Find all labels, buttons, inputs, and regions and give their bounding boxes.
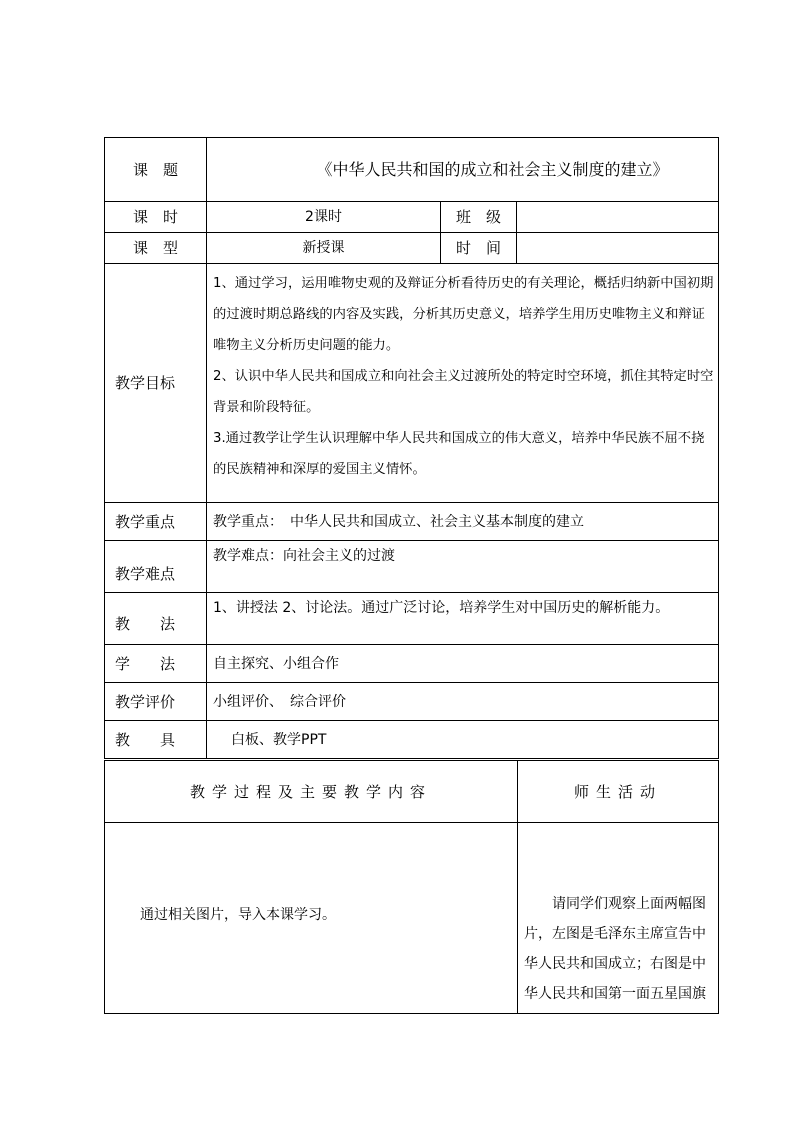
goal-item-1: 1、通过学习，运用唯物史观的及辩证分析看待历史的有关理论，概括归纳新中国初期的过渡时期总路线的内容及实践，分析其历史意义，培养学生用历史唯物主义和辩证唯物主义分析历史问题的能力。 <box>213 276 714 353</box>
goal-item-3: 3.通过教学让学生认识理解中华人民共和国成立的伟大意义，培养中华民族不屈不挠的民族精神和深厚的爱国主义情怀。 <box>213 431 705 477</box>
topic-value: 《中华人民共和国的成立和社会主义制度的建立》 <box>207 138 719 202</box>
eval-value: 小组评价、 综合评价 <box>207 683 719 721</box>
eval-row <box>105 683 719 721</box>
key-row <box>105 503 719 541</box>
type-label: 课 型 <box>105 233 207 264</box>
tools-row <box>105 721 719 759</box>
class-value <box>517 202 719 233</box>
method-value: 1、讲授法 2、讨论法。通过广泛讨论，培养学生对中国历史的解析能力。 <box>207 593 719 645</box>
class-label: 班 级 <box>441 202 517 233</box>
difficult-value: 教学难点：向社会主义的过渡 <box>207 541 719 593</box>
method-label: 教 法 <box>105 593 207 645</box>
process-activity-cell <box>518 823 719 1014</box>
process-intro-cell <box>105 823 518 1014</box>
goal-item-2: 2、认识中华人民共和国成立和向社会主义过渡所处的特定时空环境，抓住其特定时空背景和阶段特征。 <box>213 369 714 415</box>
learn-value: 自主探究、小组合作 <box>207 645 719 683</box>
method-row <box>105 593 719 645</box>
time-label: 时 间 <box>441 233 517 264</box>
process-table <box>104 760 719 1014</box>
process-body-row <box>105 823 719 1014</box>
topic-label: 课 题 <box>105 138 207 202</box>
tools-label: 教 具 <box>105 721 207 759</box>
type-value: 新授课 <box>207 233 441 264</box>
eval-label: 教学评价 <box>105 683 207 721</box>
period-value: 2课时 <box>207 202 441 233</box>
time-value <box>517 233 719 264</box>
tools-value: 白板、教学PPT <box>207 721 719 759</box>
activity-text: 请同学们观察上面两幅图片，左图是毛泽东主席宣告中华人民共和国成立；右图是中华人民共和国第一面五星国旗 <box>524 896 706 1002</box>
topic-row <box>105 138 719 202</box>
lesson-plan-table <box>104 137 719 759</box>
goals-label: 教学目标 <box>105 264 207 503</box>
difficult-label: 教学难点 <box>105 541 207 593</box>
key-label: 教学重点 <box>105 503 207 541</box>
process-header-right: 师生活动 <box>518 761 719 823</box>
type-row <box>105 233 719 264</box>
goals-row <box>105 264 719 503</box>
goals-content <box>207 264 719 503</box>
intro-text: 通过相关图片，导入本课学习。 <box>140 907 336 923</box>
process-header-left: 教学过程及主要教学内容 <box>105 761 518 823</box>
period-row <box>105 202 719 233</box>
key-value: 教学重点： 中华人民共和国成立、社会主义基本制度的建立 <box>207 503 719 541</box>
learn-row <box>105 645 719 683</box>
difficult-row <box>105 541 719 593</box>
period-label: 课 时 <box>105 202 207 233</box>
process-header-row <box>105 761 719 823</box>
learn-label: 学 法 <box>105 645 207 683</box>
